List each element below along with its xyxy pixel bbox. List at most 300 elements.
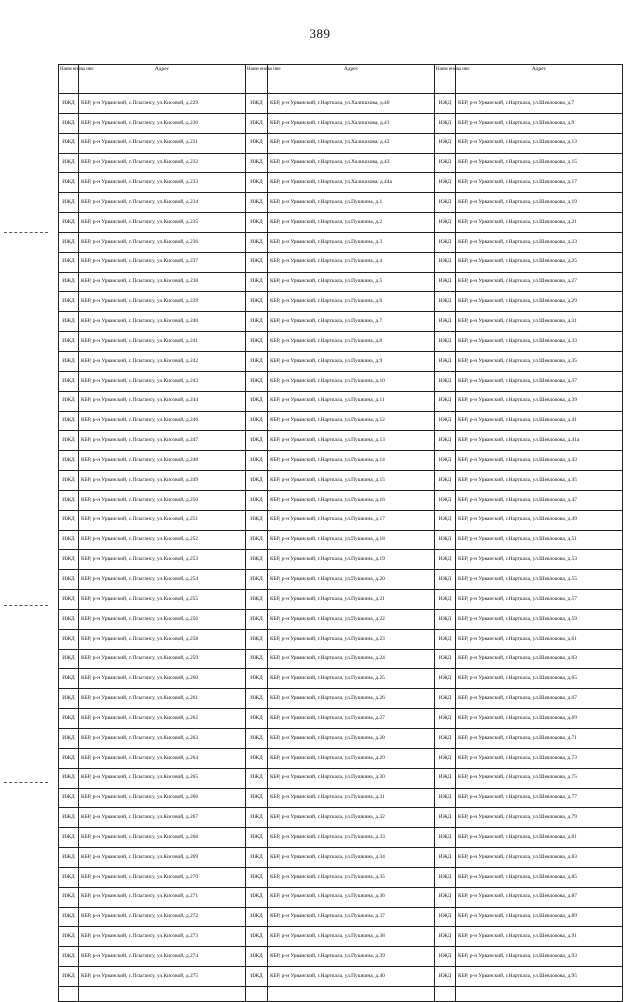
address-cell: КБР, р-н Урванский, с.Псыгансу, ул.Кисовой, д.263 [79,729,246,749]
type-cell: ИЖД [435,490,456,510]
type-cell: ИЖД [246,709,268,729]
type-cell: ИЖД [59,570,79,590]
address-cell: КБР, р-н Урванский, г.Нарткала, ул.Шевлокова, д.55 [456,570,623,590]
type-cell: ИЖД [59,947,79,967]
address-cell: КБР, р-н Урванский, г.Нарткала, ул.Шевлокова, д.93 [456,947,623,967]
address-cell: КБР, р-н Урванский, с.Псыгансу, ул.Кисовой, д.249 [79,471,246,491]
address-cell: КБР, р-н Урванский, г.Нарткала, ул.Пушкина, д.2 [268,213,435,233]
type-cell: ИЖД [435,669,456,689]
page-number: 389 [309,26,331,41]
table-row [59,649,623,669]
empty-cell [246,986,268,1001]
type-cell: ИЖД [59,451,79,471]
type-cell: ИЖД [246,867,268,887]
type-cell: ИЖД [246,907,268,927]
type-cell: ИЖД [246,510,268,530]
type-cell: ИЖД [246,887,268,907]
type-cell: ИЖД [59,590,79,610]
table-row [59,609,623,629]
address-cell: КБР, р-н Урванский, г.Нарткала, ул.Шевлокова, д.17 [456,173,623,193]
type-cell: ИЖД [59,213,79,233]
address-cell: КБР, р-н Урванский, г.Нарткала, ул.Шевлокова, д.69 [456,709,623,729]
address-cell: КБР, р-н Урванский, г.Нарткала, ул.Пушкина, д.40 [268,967,435,987]
address-cell: КБР, р-н Урванский, г.Нарткала, ул.Пушкина, д.22 [268,609,435,629]
type-cell: ИЖД [59,788,79,808]
type-cell: ИЖД [246,292,268,312]
address-cell: КБР, р-н Урванский, с.Псыгансу, ул.Кисовой, д.259 [79,649,246,669]
type-cell: ИЖД [59,471,79,491]
type-cell: ИЖД [246,153,268,173]
address-cell: КБР, р-н Урванский, г.Нарткала, ул.Халишхова, д.41 [268,113,435,133]
address-cell: КБР, р-н Урванский, г.Нарткала, ул.Шевлокова, д.25 [456,252,623,272]
type-cell: ИЖД [59,907,79,927]
type-cell: ИЖД [435,471,456,491]
address-cell: КБР, р-н Урванский, с.Псыгансу, ул.Кисовой, д.261 [79,689,246,709]
type-cell: ИЖД [435,451,456,471]
table-row [59,411,623,431]
type-cell: ИЖД [59,173,79,193]
address-cell: КБР, р-н Урванский, с.Псыгансу, ул.Кисовой, д.232 [79,153,246,173]
address-cell: КБР, р-н Урванский, с.Псыгансу, ул.Кисовой, д.258 [79,629,246,649]
type-cell: ИЖД [435,927,456,947]
address-cell: КБР, р-н Урванский, с.Псыгансу, ул.Кисовой, д.273 [79,927,246,947]
type-cell: ИЖД [246,590,268,610]
type-cell: ИЖД [59,193,79,213]
address-cell: КБР, р-н Урванский, г.Нарткала, ул.Пушкина, д.28 [268,729,435,749]
type-cell: ИЖД [246,808,268,828]
table-row [59,292,623,312]
address-cell: КБР, р-н Урванский, г.Нарткала, ул.Пушкина, д.12 [268,411,435,431]
type-cell: ИЖД [246,490,268,510]
address-cell: КБР, р-н Урванский, с.Псыгансу, ул.Кисовой, д.274 [79,947,246,967]
scan-mark [4,605,48,606]
type-cell: ИЖД [59,927,79,947]
type-cell: ИЖД [59,232,79,252]
table-row [59,748,623,768]
type-cell: ИЖД [435,371,456,391]
address-cell: КБР, р-н Урванский, г.Нарткала, ул.Халишхова, д.42 [268,133,435,153]
type-cell: ИЖД [59,629,79,649]
address-cell: КБР, р-н Урванский, с.Псыгансу, ул.Кисовой, д.268 [79,828,246,848]
address-cell: КБР, р-н Урванский, с.Псыгансу, ул.Кисовой, д.250 [79,490,246,510]
address-cell: КБР, р-н Урванский, г.Нарткала, ул.Шевлокова, д.29 [456,292,623,312]
address-cell: КБР, р-н Урванский, г.Нарткала, ул.Пушкина, д.5 [268,272,435,292]
address-cell: КБР, р-н Урванский, с.Псыгансу, ул.Кисовой, д.244 [79,391,246,411]
address-cell: КБР, р-н Урванский, с.Псыгансу, ул.Кисовой, д.246 [79,411,246,431]
table-row [59,669,623,689]
address-cell: КБР, р-н Урванский, с.Псыгансу, ул.Кисовой, д.252 [79,530,246,550]
address-cell: КБР, р-н Урванский, с.Псыгансу, ул.Кисовой, д.237 [79,252,246,272]
table-row [59,490,623,510]
address-cell: КБР, р-н Урванский, с.Псыгансу, ул.Кисовой, д.269 [79,848,246,868]
table-row [59,232,623,252]
address-cell: КБР, р-н Урванский, г.Нарткала, ул.Шевлокова, д.59 [456,609,623,629]
address-cell: КБР, р-н Урванский, с.Псыгансу, ул.Кисовой, д.234 [79,193,246,213]
table-row [59,193,623,213]
table-row [59,332,623,352]
type-cell: ИЖД [435,113,456,133]
table-row [59,471,623,491]
address-cell: КБР, р-н Урванский, г.Нарткала, ул.Пушкина, д.32 [268,808,435,828]
table-row [59,510,623,530]
type-cell: ИЖД [246,768,268,788]
type-cell: ИЖД [435,153,456,173]
table-row [59,530,623,550]
address-cell: КБР, р-н Урванский, с.Псыгансу, ул.Кисовой, д.240 [79,312,246,332]
table-row [59,371,623,391]
address-cell: КБР, р-н Урванский, с.Псыгансу, ул.Кисовой, д.242 [79,351,246,371]
type-cell: ИЖД [435,530,456,550]
type-cell: ИЖД [435,173,456,193]
table-row [59,272,623,292]
empty-cell [435,986,456,1001]
address-cell: КБР, р-н Урванский, с.Псыгансу, ул.Кисовой, д.241 [79,332,246,352]
address-cell: КБР, р-н Урванский, г.Нарткала, ул.Пушкина, д.37 [268,907,435,927]
address-cell: КБР, р-н Урванский, г.Нарткала, ул.Пушкина, д.36 [268,887,435,907]
address-cell: КБР, р-н Урванский, с.Псыгансу, ул.Кисовой, д.255 [79,590,246,610]
address-cell: КБР, р-н Урванский, г.Нарткала, ул.Халишхова, д.40 [268,94,435,114]
table-row [59,391,623,411]
table-row [59,629,623,649]
type-cell: ИЖД [59,550,79,570]
address-cell: КБР, р-н Урванский, г.Нарткала, ул.Шевлокова, д.63 [456,649,623,669]
type-cell: ИЖД [59,252,79,272]
type-cell: ИЖД [435,729,456,749]
address-cell: КБР, р-н Урванский, с.Псыгансу, ул.Кисовой, д.267 [79,808,246,828]
address-cell: КБР, р-н Урванский, г.Нарткала, ул.Пушкина, д.20 [268,570,435,590]
address-cell: КБР, р-н Урванский, г.Нарткала, ул.Шевлокова, д.87 [456,887,623,907]
address-cell: КБР, р-н Урванский, г.Нарткала, ул.Шевлокова, д.83 [456,848,623,868]
empty-cell [79,986,246,1001]
type-cell: ИЖД [435,629,456,649]
type-cell: ИЖД [435,907,456,927]
type-cell: ИЖД [59,411,79,431]
type-cell: ИЖД [246,232,268,252]
table-row [59,887,623,907]
type-cell: ИЖД [246,471,268,491]
type-cell: ИЖД [435,272,456,292]
address-cell: КБР, р-н Урванский, г.Нарткала, ул.Шевлокова, д.79 [456,808,623,828]
address-cell: КБР, р-н Урванский, г.Нарткала, ул.Шевлокова, д.39 [456,391,623,411]
address-cell: КБР, р-н Урванский, г.Нарткала, ул.Пушкина, д.19 [268,550,435,570]
type-cell: ИЖД [435,590,456,610]
type-cell: ИЖД [435,887,456,907]
address-cell: КБР, р-н Урванский, г.Нарткала, ул.Халишхова, д.44а [268,173,435,193]
address-cell: КБР, р-н Урванский, г.Нарткала, ул.Пушкина, д.27 [268,709,435,729]
type-cell: ИЖД [246,193,268,213]
address-cell: КБР, р-н Урванский, г.Нарткала, ул.Шевлокова, д.77 [456,788,623,808]
address-cell: КБР, р-н Урванский, г.Нарткала, ул.Шевлокова, д.73 [456,748,623,768]
address-cell: КБР, р-н Урванский, г.Нарткала, ул.Шевлокова, д.9 [456,113,623,133]
type-cell: ИЖД [246,252,268,272]
type-cell: ИЖД [435,550,456,570]
address-cell: КБР, р-н Урванский, г.Нарткала, ул.Шевлокова, д.19 [456,193,623,213]
address-table [58,64,623,1002]
address-cell: КБР, р-н Урванский, г.Нарткала, ул.Шевлокова, д.71 [456,729,623,749]
address-cell: КБР, р-н Урванский, г.Нарткала, ул.Шевлокова, д.23 [456,232,623,252]
type-cell: ИЖД [435,967,456,987]
address-cell: КБР, р-н Урванский, г.Нарткала, ул.Пушкина, д.31 [268,788,435,808]
type-cell: ИЖД [435,867,456,887]
table-row [59,788,623,808]
table-row [59,570,623,590]
address-cell: КБР, р-н Урванский, с.Псыгансу, ул.Кисовой, д.262 [79,709,246,729]
address-cell: КБР, р-н Урванский, г.Нарткала, ул.Пушкина, д.16 [268,490,435,510]
type-cell: ИЖД [59,669,79,689]
type-cell: ИЖД [246,133,268,153]
type-cell: ИЖД [59,748,79,768]
address-cell: КБР, р-н Урванский, с.Псыгансу, ул.Кисовой, д.260 [79,669,246,689]
type-cell: ИЖД [246,351,268,371]
type-cell: ИЖД [435,848,456,868]
type-cell: ИЖД [59,113,79,133]
table-row [59,94,623,114]
type-cell: ИЖД [435,689,456,709]
address-cell: КБР, р-н Урванский, г.Нарткала, ул.Пушкина, д.35 [268,867,435,887]
type-cell: ИЖД [59,530,79,550]
address-cell: КБР, р-н Урванский, г.Нарткала, ул.Пушкина, д.4 [268,252,435,272]
type-cell: ИЖД [246,113,268,133]
type-cell: ИЖД [246,788,268,808]
address-cell: КБР, р-н Урванский, г.Нарткала, ул.Пушкина, д.25 [268,669,435,689]
address-cell: КБР, р-н Урванский, г.Нарткала, ул.Шевлокова, д.67 [456,689,623,709]
table-row [59,808,623,828]
type-cell: ИЖД [246,530,268,550]
address-cell: КБР, р-н Урванский, с.Псыгансу, ул.Кисовой, д.264 [79,748,246,768]
address-cell: КБР, р-н Урванский, г.Нарткала, ул.Шевлокова, д.33 [456,332,623,352]
address-cell: КБР, р-н Урванский, с.Псыгансу, ул.Кисовой, д.233 [79,173,246,193]
address-cell: КБР, р-н Урванский, с.Псыгансу, ул.Кисовой, д.270 [79,867,246,887]
type-cell: ИЖД [435,748,456,768]
type-cell: ИЖД [59,709,79,729]
table-row [59,907,623,927]
col-header-type: Наим енова ние [59,65,79,94]
header-row [59,65,623,94]
address-cell: КБР, р-н Урванский, г.Нарткала, ул.Пушкина, д.1 [268,193,435,213]
address-cell: КБР, р-н Урванский, г.Нарткала, ул.Шевлокова, д.53 [456,550,623,570]
type-cell: ИЖД [59,153,79,173]
table-row [59,828,623,848]
type-cell: ИЖД [435,768,456,788]
address-cell: КБР, р-н Урванский, г.Нарткала, ул.Пушкина, д.7 [268,312,435,332]
type-cell: ИЖД [59,133,79,153]
col-header-type: Наим енова ние [435,65,456,94]
table-row [59,927,623,947]
type-cell: ИЖД [435,570,456,590]
table-row [59,590,623,610]
address-cell: КБР, р-н Урванский, с.Псыгансу, ул.Кисовой, д.229 [79,94,246,114]
table-row [59,213,623,233]
address-cell: КБР, р-н Урванский, г.Нарткала, ул.Пушкина, д.23 [268,629,435,649]
type-cell: ИЖД [246,332,268,352]
address-cell: КБР, р-н Урванский, с.Псыгансу, ул.Кисовой, д.256 [79,609,246,629]
address-cell: КБР, р-н Урванский, с.Псыгансу, ул.Кисовой, д.272 [79,907,246,927]
type-cell: ИЖД [59,431,79,451]
type-cell: ИЖД [435,312,456,332]
type-cell: ИЖД [435,609,456,629]
address-cell: КБР, р-н Урванский, с.Псыгансу, ул.Кисовой, д.239 [79,292,246,312]
address-cell: КБР, р-н Урванский, г.Нарткала, ул.Пушкина, д.17 [268,510,435,530]
type-cell: ИЖД [435,292,456,312]
table-row [59,550,623,570]
table-row [59,351,623,371]
scan-mark [4,782,48,783]
type-cell: ИЖД [59,967,79,987]
type-cell: ИЖД [435,252,456,272]
col-header-address: Адрес [456,65,623,94]
address-cell: КБР, р-н Урванский, г.Нарткала, ул.Шевлокова, д.81 [456,828,623,848]
address-cell: КБР, р-н Урванский, г.Нарткала, ул.Шевлокова, д.7 [456,94,623,114]
table-row [59,431,623,451]
address-cell: КБР, р-н Урванский, с.Псыгансу, ул.Кисовой, д.253 [79,550,246,570]
type-cell: ИЖД [59,828,79,848]
address-cell: КБР, р-н Урванский, с.Псыгансу, ул.Кисовой, д.231 [79,133,246,153]
type-cell: ИЖД [246,550,268,570]
type-cell: ИЖД [435,213,456,233]
address-cell: КБР, р-н Урванский, г.Нарткала, ул.Пушкина, д.39 [268,947,435,967]
table-row [59,312,623,332]
address-cell: КБР, р-н Урванский, г.Нарткала, ул.Пушкина, д.14 [268,451,435,471]
table-row [59,848,623,868]
address-cell: КБР, р-н Урванский, г.Нарткала, ул.Пушкина, д.33 [268,828,435,848]
type-cell: ИЖД [59,391,79,411]
type-cell: ИЖД [59,94,79,114]
type-cell: ИЖД [59,887,79,907]
table-row [59,451,623,471]
type-cell: ИЖД [59,689,79,709]
empty-cell [59,986,79,1001]
address-cell: КБР, р-н Урванский, г.Нарткала, ул.Пушкина, д.11 [268,391,435,411]
address-cell: КБР, р-н Урванский, с.Псыгансу, ул.Кисовой, д.243 [79,371,246,391]
type-cell: ИЖД [59,768,79,788]
type-cell: ИЖД [246,927,268,947]
address-cell: КБР, р-н Урванский, с.Псыгансу, ул.Кисовой, д.265 [79,768,246,788]
address-cell: КБР, р-н Урванский, г.Нарткала, ул.Пушкина, д.13 [268,431,435,451]
empty-cell [268,986,435,1001]
address-cell: КБР, р-н Урванский, г.Нарткала, ул.Шевлокова, д.45 [456,471,623,491]
address-cell: КБР, р-н Урванский, г.Нарткала, ул.Пушкина, д.18 [268,530,435,550]
table-row [59,709,623,729]
type-cell: ИЖД [59,490,79,510]
type-cell: ИЖД [435,332,456,352]
address-cell: КБР, р-н Урванский, г.Нарткала, ул.Шевлокова, д.27 [456,272,623,292]
address-cell: КБР, р-н Урванский, г.Нарткала, ул.Пушкина, д.15 [268,471,435,491]
type-cell: ИЖД [246,669,268,689]
address-cell: КБР, р-н Урванский, г.Нарткала, ул.Шевлокова, д.49 [456,510,623,530]
type-cell: ИЖД [59,510,79,530]
table-row [59,252,623,272]
table-row [59,867,623,887]
address-cell: КБР, р-н Урванский, г.Нарткала, ул.Шевлокова, д.75 [456,768,623,788]
type-cell: ИЖД [246,371,268,391]
type-cell: ИЖД [59,867,79,887]
address-cell: КБР, р-н Урванский, г.Нарткала, ул.Шевлокова, д.91 [456,927,623,947]
address-cell: КБР, р-н Урванский, г.Нарткала, ул.Шевлокова, д.51 [456,530,623,550]
type-cell: ИЖД [246,451,268,471]
type-cell: ИЖД [59,371,79,391]
scan-mark [4,232,48,233]
address-cell: КБР, р-н Урванский, г.Нарткала, ул.Шевлокова, д.43 [456,451,623,471]
type-cell: ИЖД [59,272,79,292]
type-cell: ИЖД [59,808,79,828]
address-cell: КБР, р-н Урванский, г.Нарткала, ул.Пушкина, д.21 [268,590,435,610]
col-header-address: Адрес [79,65,246,94]
type-cell: ИЖД [246,272,268,292]
type-cell: ИЖД [246,689,268,709]
type-cell: ИЖД [435,788,456,808]
address-cell: КБР, р-н Урванский, г.Нарткала, ул.Шевлокова, д.85 [456,867,623,887]
type-cell: ИЖД [59,649,79,669]
address-cell: КБР, р-н Урванский, г.Нарткала, ул.Пушкина, д.10 [268,371,435,391]
type-cell: ИЖД [246,748,268,768]
type-cell: ИЖД [246,411,268,431]
address-cell: КБР, р-н Урванский, г.Нарткала, ул.Пушкина, д.38 [268,927,435,947]
col-header-type: Наим енова ние [246,65,268,94]
address-cell: КБР, р-н Урванский, с.Псыгансу, ул.Кисовой, д.238 [79,272,246,292]
address-cell: КБР, р-н Урванский, г.Нарткала, ул.Пушкина, д.6 [268,292,435,312]
type-cell: ИЖД [246,609,268,629]
type-cell: ИЖД [435,391,456,411]
address-cell: КБР, р-н Урванский, г.Нарткала, ул.Пушкина, д.34 [268,848,435,868]
address-cell: КБР, р-н Урванский, г.Нарткала, ул.Пушкина, д.8 [268,332,435,352]
type-cell: ИЖД [246,729,268,749]
type-cell: ИЖД [435,510,456,530]
address-cell: КБР, р-н Урванский, г.Нарткала, ул.Пушкина, д.29 [268,748,435,768]
address-cell: КБР, р-н Урванский, г.Нарткала, ул.Пушкина, д.30 [268,768,435,788]
table-row [59,173,623,193]
type-cell: ИЖД [435,947,456,967]
type-cell: ИЖД [246,391,268,411]
table-row [59,689,623,709]
address-cell: КБР, р-н Урванский, г.Нарткала, ул.Шевлокова, д.95 [456,967,623,987]
type-cell: ИЖД [246,312,268,332]
type-cell: ИЖД [246,947,268,967]
type-cell: ИЖД [246,848,268,868]
address-cell: КБР, р-н Урванский, г.Нарткала, ул.Халишхова, д.43 [268,153,435,173]
address-cell: КБР, р-н Урванский, г.Нарткала, ул.Пушкина, д.3 [268,232,435,252]
type-cell: ИЖД [246,828,268,848]
address-cell: КБР, р-н Урванский, с.Псыгансу, ул.Кисовой, д.251 [79,510,246,530]
address-cell: КБР, р-н Урванский, г.Нарткала, ул.Шевлокова, д.41 [456,411,623,431]
type-cell: ИЖД [246,967,268,987]
type-cell: ИЖД [435,133,456,153]
address-cell: КБР, р-н Урванский, с.Псыгансу, ул.Кисовой, д.275 [79,967,246,987]
type-cell: ИЖД [246,570,268,590]
address-cell: КБР, р-н Урванский, с.Псыгансу, ул.Кисовой, д.248 [79,451,246,471]
type-cell: ИЖД [435,411,456,431]
type-cell: ИЖД [246,629,268,649]
table-row [59,768,623,788]
type-cell: ИЖД [59,292,79,312]
address-cell: КБР, р-н Урванский, г.Нарткала, ул.Шевлокова, д.65 [456,669,623,689]
type-cell: ИЖД [435,431,456,451]
address-cell: КБР, р-н Урванский, г.Нарткала, ул.Шевлокова, д.37 [456,371,623,391]
address-cell: КБР, р-н Урванский, г.Нарткала, ул.Шевлокова, д.89 [456,907,623,927]
type-cell: ИЖД [59,729,79,749]
type-cell: ИЖД [435,232,456,252]
table-row [59,947,623,967]
type-cell: ИЖД [435,828,456,848]
address-cell: КБР, р-н Урванский, г.Нарткала, ул.Шевлокова, д.13 [456,133,623,153]
type-cell: ИЖД [246,649,268,669]
table-row [59,153,623,173]
table-row [59,133,623,153]
type-cell: ИЖД [246,213,268,233]
address-cell: КБР, р-н Урванский, г.Нарткала, ул.Шевлокова, д.61 [456,629,623,649]
table-row [59,113,623,133]
address-cell: КБР, р-н Урванский, с.Псыгансу, ул.Кисовой, д.266 [79,788,246,808]
type-cell: ИЖД [435,649,456,669]
